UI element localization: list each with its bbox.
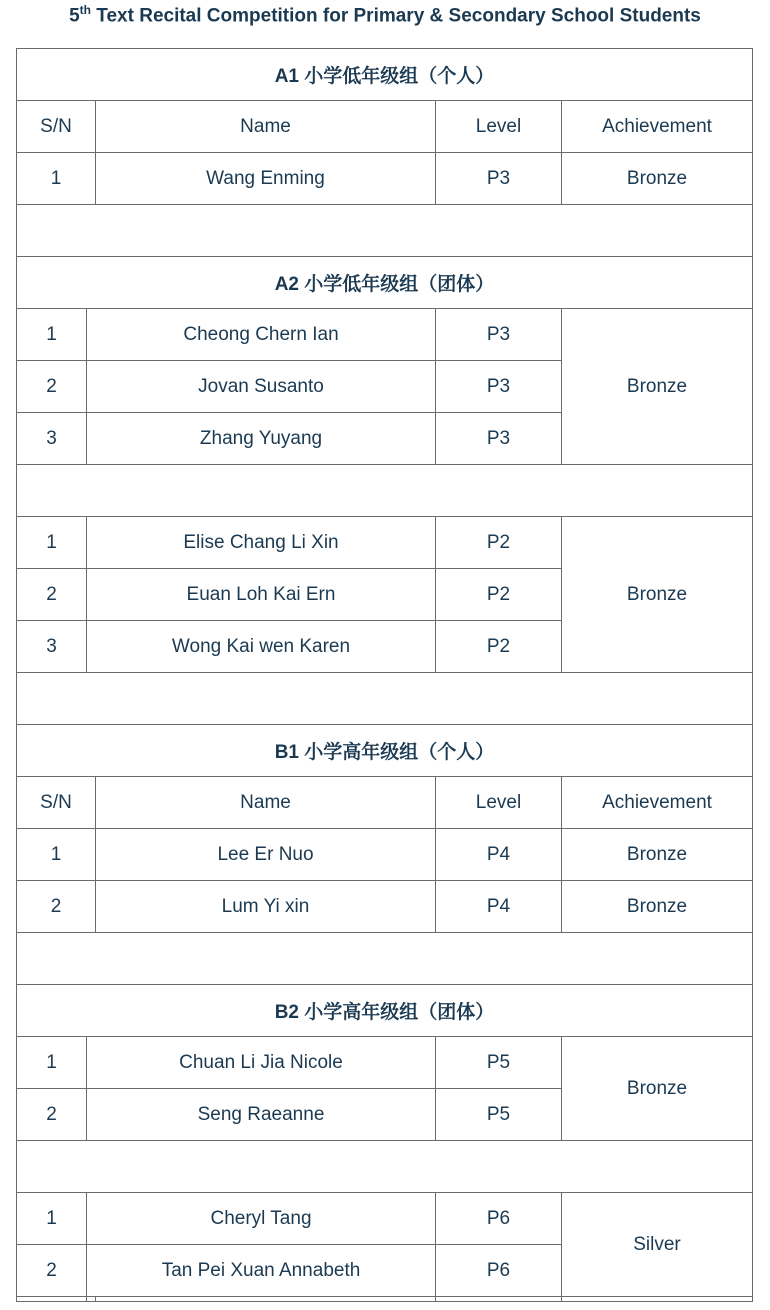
cell-sn: 1 [16,828,96,881]
page-title [0,3,770,27]
cell-achievement-merged: Bronze [561,308,753,465]
section-heading: B1 小学高年级组（个人） [16,724,753,777]
cell-name: Wong Kai wen Karen [86,620,436,673]
column-header-sn: S/N [16,776,96,829]
cell-level: P3 [435,152,562,205]
cell-level: P3 [435,412,562,465]
cell-level: P3 [435,360,562,413]
column-divider [86,1296,87,1302]
cell-name: Jovan Susanto [86,360,436,413]
cell-achievement: Bronze [561,828,753,881]
cell-achievement-merged: Silver [561,1192,753,1297]
cell-name: Euan Loh Kai Ern [86,568,436,621]
cell-sn: 1 [16,516,87,569]
spacer-row [16,672,753,725]
cell-name: Seng Raeanne [86,1088,436,1141]
section-heading: A1 小学低年级组（个人） [16,48,753,101]
cell-sn: 2 [16,568,87,621]
column-header-sn: S/N [16,100,96,153]
cell-sn: 1 [16,152,96,205]
cell-name: Cheryl Tang [86,1192,436,1245]
cell-sn: 1 [16,1036,87,1089]
cell-level: P4 [435,828,562,881]
spacer-row [16,1140,753,1193]
cell-level: P4 [435,880,562,933]
cell-level: P5 [435,1036,562,1089]
column-divider [435,1296,436,1302]
column-divider [561,1296,562,1302]
title-number: 5 [69,5,80,27]
cell-achievement-merged: Bronze [561,1036,753,1141]
title-text: Text Recital Competition for Primary & Secondary School Students [96,5,701,27]
column-divider [95,1296,96,1302]
cell-level: P2 [435,568,562,621]
cell-name: Tan Pei Xuan Annabeth [86,1244,436,1297]
spacer-row [16,204,753,257]
column-header-name: Name [95,776,436,829]
table-continuation-edge [16,1296,753,1302]
cell-sn: 2 [16,880,96,933]
cell-name: Zhang Yuyang [86,412,436,465]
cell-name: Lee Er Nuo [95,828,436,881]
column-header-level: Level [435,100,562,153]
spacer-row [16,464,753,517]
cell-achievement-merged: Bronze [561,516,753,673]
spacer-row [16,932,753,985]
column-header-name: Name [95,100,436,153]
cell-level: P6 [435,1192,562,1245]
title-superscript: th [79,3,91,17]
cell-name: Cheong Chern Ian [86,308,436,361]
cell-sn: 1 [16,1192,87,1245]
cell-sn: 3 [16,620,87,673]
cell-level: P2 [435,620,562,673]
cell-sn: 2 [16,360,87,413]
column-header-achievement: Achievement [561,776,753,829]
cell-level: P6 [435,1244,562,1297]
cell-name: Chuan Li Jia Nicole [86,1036,436,1089]
cell-level: P5 [435,1088,562,1141]
section-heading: A2 小学低年级组（团体） [16,256,753,309]
cell-level: P3 [435,308,562,361]
cell-name: Elise Chang Li Xin [86,516,436,569]
cell-sn: 2 [16,1088,87,1141]
section-heading: B2 小学高年级组（团体） [16,984,753,1037]
cell-sn: 3 [16,412,87,465]
cell-name: Lum Yi xin [95,880,436,933]
cell-sn: 2 [16,1244,87,1297]
cell-achievement: Bronze [561,152,753,205]
column-header-level: Level [435,776,562,829]
cell-name: Wang Enming [95,152,436,205]
column-header-achievement: Achievement [561,100,753,153]
cell-level: P2 [435,516,562,569]
cell-sn: 1 [16,308,87,361]
cell-achievement: Bronze [561,880,753,933]
